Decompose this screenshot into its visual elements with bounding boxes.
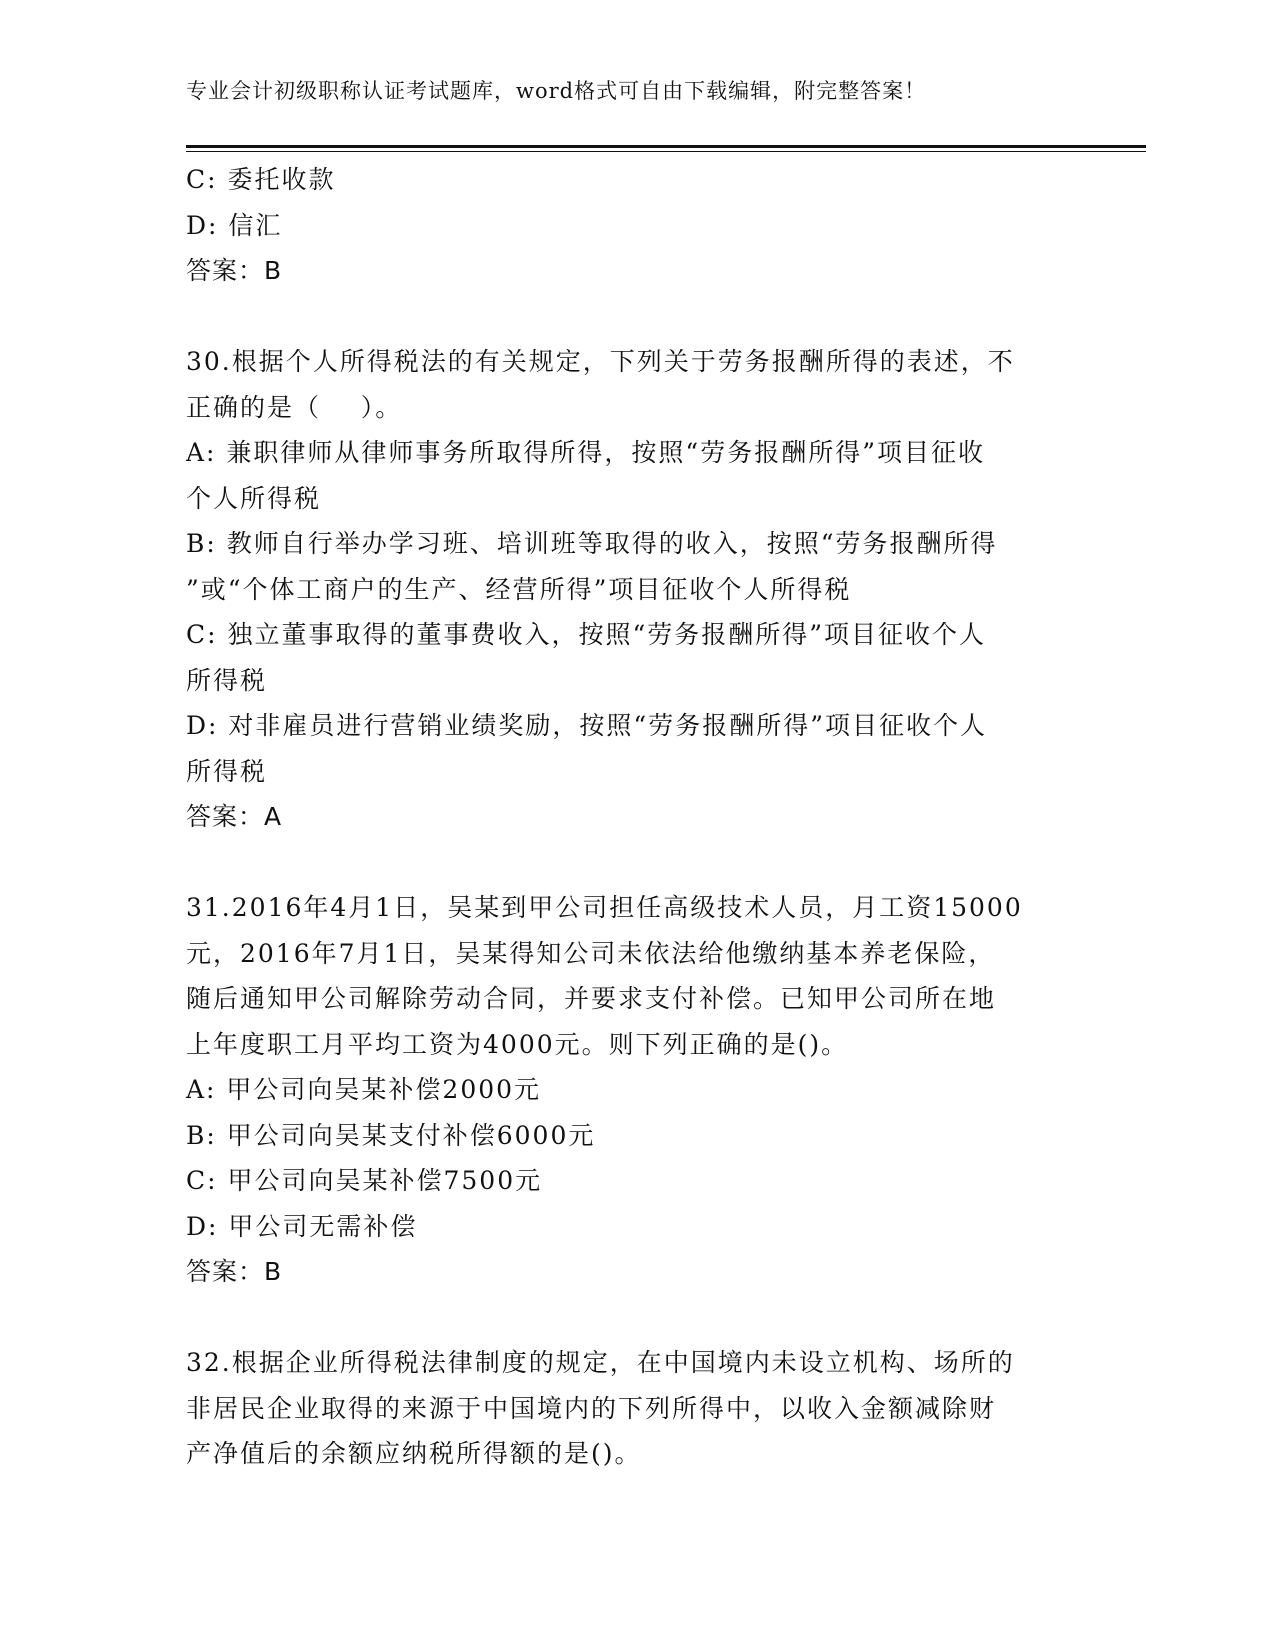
question-30 (186, 339, 1066, 840)
option-a: A: 甲公司向吴某补偿2000元 (186, 1075, 542, 1104)
document-body (186, 157, 1066, 1477)
question-text: 上年度职工月平均工资为4000元。则下列正确的是()。 (186, 1029, 849, 1059)
option-c: C: 委托收款 (186, 165, 336, 194)
option-b-cont: ”或“个体工商户的生产、经营所得”项目征收个人所得税 (186, 574, 852, 604)
option-b: B: 教师自行举办学习班、培训班等取得的收入，按照“劳务报酬所得 (186, 529, 998, 558)
option-b: B: 甲公司向吴某支付补偿6000元 (186, 1120, 596, 1150)
question-text: 非居民企业取得的来源于中国境内的下列所得中，以收入金额减除财 (186, 1393, 997, 1423)
question-text: 产净值后的余额应纳税所得额的是()。 (186, 1439, 642, 1468)
question-text: 31.2016年4月1日，吴某到甲公司担任高级技术人员，月工资15000 (186, 893, 1023, 922)
question-text: 随后通知甲公司解除劳动合同，并要求支付补偿。已知甲公司所在地 (186, 984, 997, 1013)
header-divider-thick (186, 145, 1146, 148)
option-d-cont: 所得税 (186, 756, 268, 786)
question-text: 正确的是（ ）。 (186, 392, 403, 422)
option-a: A: 兼职律师从律师事务所取得所得，按照“劳务报酬所得”项目征收 (186, 438, 985, 467)
question-text: 元，2016年7月1日，吴某得知公司未依法给他缴纳基本养老保险， (186, 938, 996, 968)
page-header: 专业会计初级职称认证考试题库，word格式可自由下载编辑，附完整答案！ (186, 79, 927, 103)
answer: 答案：B (186, 256, 283, 285)
prev-question-tail (186, 157, 1066, 294)
option-c: C: 独立董事取得的董事费收入，按照“劳务报酬所得”项目征收个人 (186, 620, 987, 649)
question-32 (186, 1340, 1066, 1477)
answer: 答案：A (186, 802, 283, 831)
option-d: D: 对非雇员进行营销业绩奖励，按照“劳务报酬所得”项目征收个人 (186, 711, 987, 740)
header-divider-thin (186, 151, 1146, 152)
question-31 (186, 885, 1066, 1295)
option-d: D: 甲公司无需补偿 (186, 1211, 418, 1241)
question-text: 32.根据企业所得税法律制度的规定，在中国境内未设立机构、场所的 (186, 1348, 1015, 1377)
option-a-cont: 个人所得税 (186, 483, 322, 513)
answer: 答案：B (186, 1257, 283, 1286)
option-c-cont: 所得税 (186, 665, 268, 695)
option-c: C: 甲公司向吴某补偿7500元 (186, 1166, 543, 1195)
option-d: D: 信汇 (186, 210, 283, 240)
question-text: 30.根据个人所得税法的有关规定，下列关于劳务报酬所得的表述，不 (186, 347, 1015, 376)
